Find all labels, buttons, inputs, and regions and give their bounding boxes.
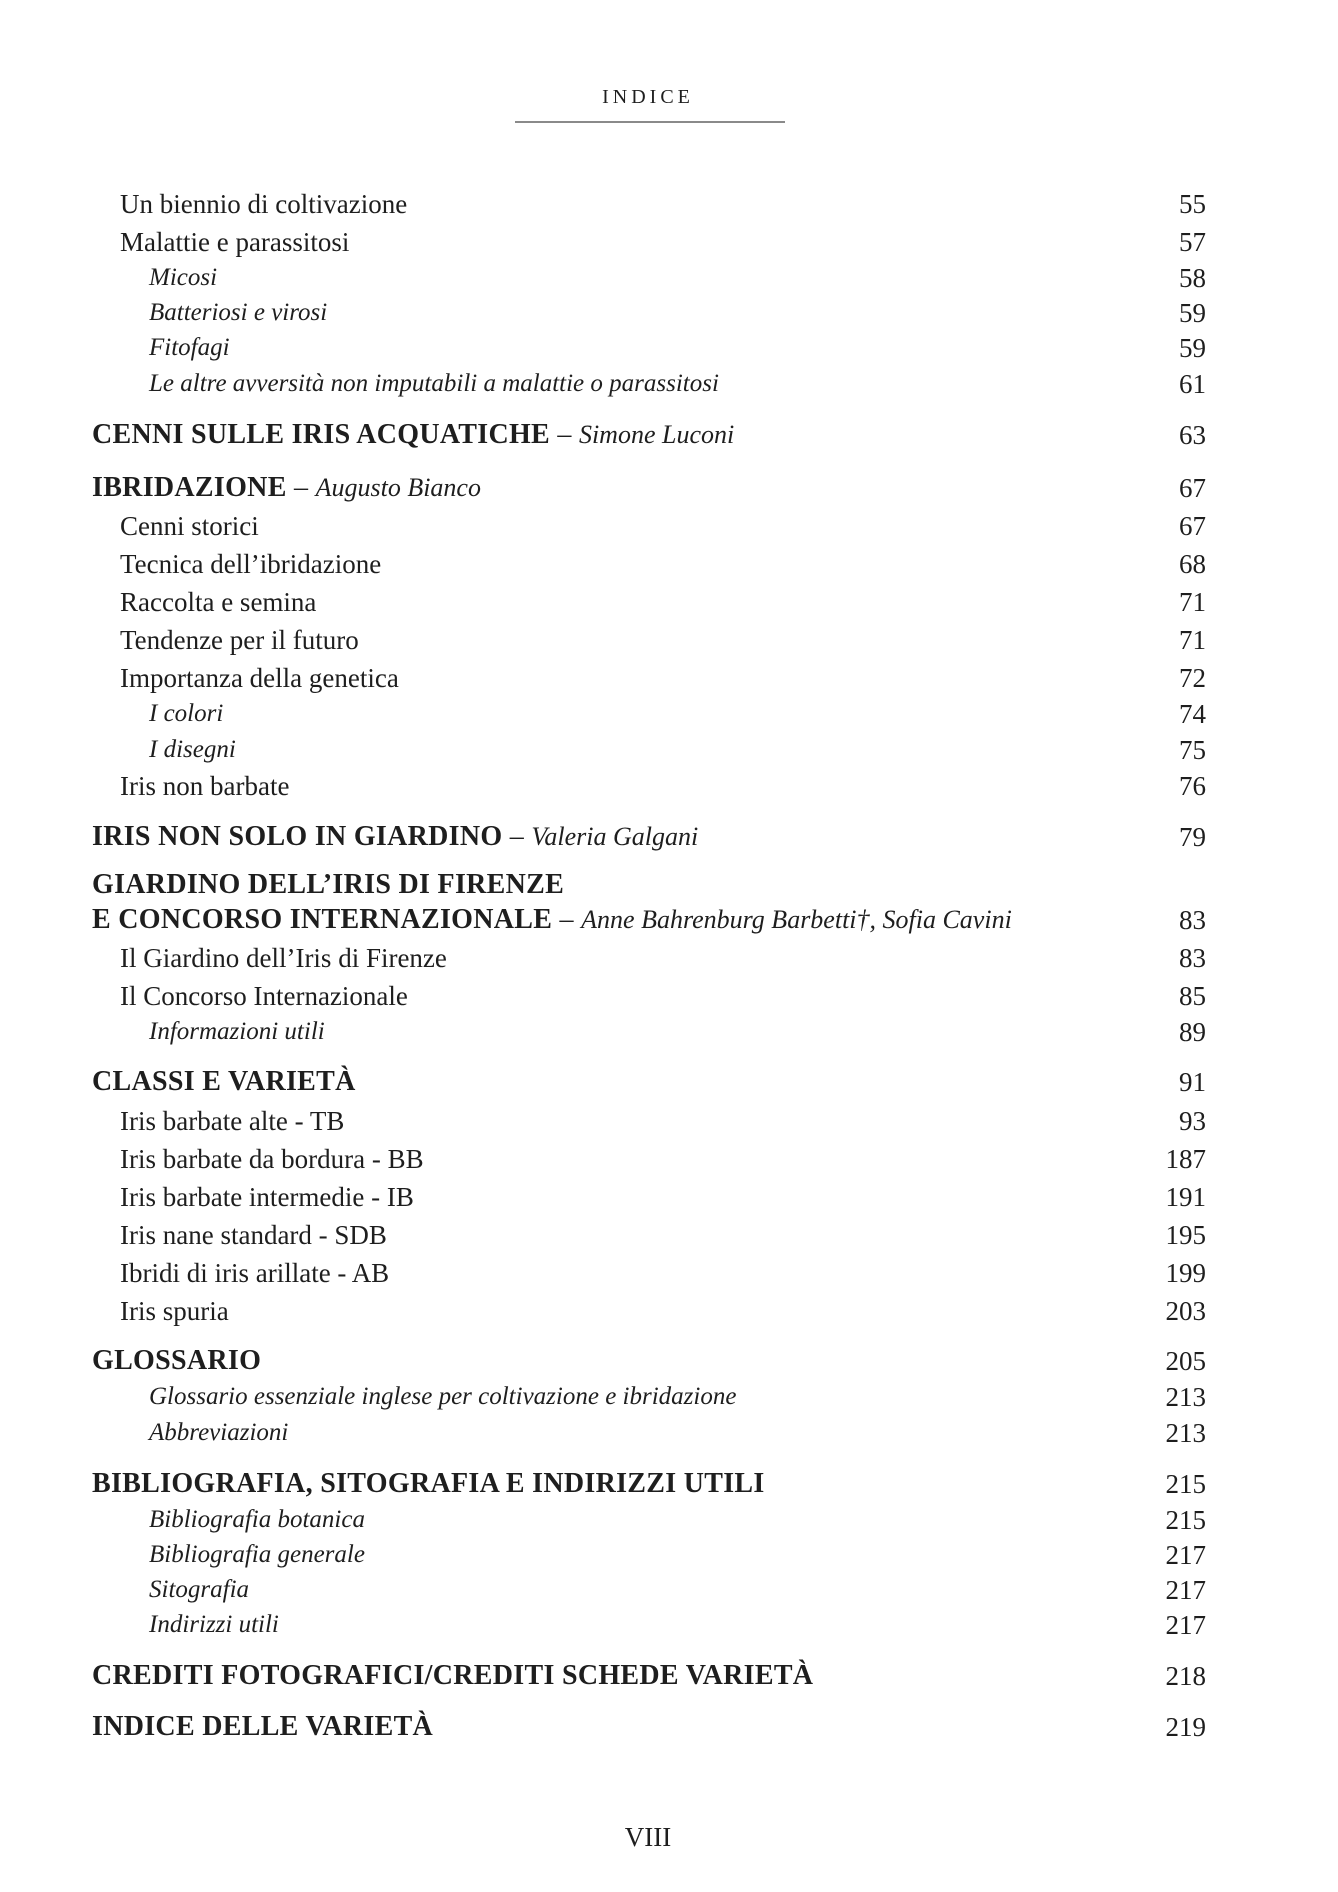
toc-section-title <box>92 418 734 452</box>
toc-entry-title: Iris barbate da bordura - BB <box>120 1144 424 1174</box>
toc-entry-title: Cenni storici <box>120 511 259 541</box>
toc-entry-page: 71 <box>1179 625 1206 655</box>
toc-entry-title: Glossario essenziale inglese per coltivazione e ibridazione <box>149 1383 737 1410</box>
toc-entry-title: Micosi <box>149 264 218 291</box>
em-dash: – <box>552 904 582 935</box>
em-dash: – <box>502 821 532 852</box>
toc-entry[interactable] <box>92 509 1206 543</box>
section-heading: CENNI SULLE IRIS ACQUATICHE <box>92 419 551 450</box>
toc-entry[interactable] <box>92 331 1206 365</box>
em-dash: – <box>286 472 316 503</box>
toc-entry-page: 76 <box>1179 771 1206 801</box>
toc-entry[interactable] <box>92 1256 1206 1290</box>
toc-entry[interactable] <box>92 769 1206 803</box>
toc-entry-title: Il Concorso Internazionale <box>120 981 408 1011</box>
toc-entry-page: 57 <box>1179 227 1206 257</box>
toc-entry[interactable] <box>92 1416 1206 1450</box>
toc-entry-page: 213 <box>1165 1382 1206 1412</box>
toc-section-page: 79 <box>1179 822 1206 852</box>
toc-entry-page: 75 <box>1179 735 1206 765</box>
toc-section-title: CREDITI FOTOGRAFICI/CREDITI SCHEDE VARIETÀ <box>92 1660 814 1691</box>
toc-entry-title: Iris non barbate <box>120 771 290 801</box>
toc-entry[interactable] <box>92 261 1206 295</box>
toc-entry-title: I disegni <box>149 736 236 763</box>
toc-entry-page: 59 <box>1179 298 1206 328</box>
toc-entry-title: Raccolta e semina <box>120 587 317 617</box>
toc-entry[interactable] <box>92 296 1206 330</box>
toc-entry-page: 58 <box>1179 263 1206 293</box>
toc-entry-title: Un biennio di coltivazione <box>120 189 408 219</box>
header-rule <box>515 121 785 123</box>
toc-entry-title: Bibliografia botanica <box>149 1506 365 1533</box>
toc-section-page: 83 <box>1179 905 1206 935</box>
toc-section-title: INDICE DELLE VARIETÀ <box>92 1711 434 1742</box>
toc-entry[interactable] <box>92 1218 1206 1252</box>
toc-section-title: GLOSSARIO <box>92 1345 262 1376</box>
toc-section[interactable] <box>92 1344 1206 1378</box>
toc-section-title <box>92 820 698 854</box>
toc-entry-page: 215 <box>1165 1505 1206 1535</box>
toc-entry-page: 55 <box>1179 189 1206 219</box>
running-head: INDICE <box>602 86 694 108</box>
toc-entry[interactable] <box>92 623 1206 657</box>
toc-entry-title: Informazioni utili <box>149 1018 325 1045</box>
toc-entry-page: 191 <box>1165 1182 1206 1212</box>
toc-section[interactable] <box>92 1467 1206 1501</box>
toc-entry-page: 67 <box>1179 511 1206 541</box>
toc-section-title: BIBLIOGRAFIA, SITOGRAFIA E INDIRIZZI UTILI <box>92 1468 765 1499</box>
toc-entry-page: 59 <box>1179 333 1206 363</box>
toc-entry-title: Iris barbate alte - TB <box>120 1106 345 1136</box>
section-heading: IRIS NON SOLO IN GIARDINO <box>92 821 503 852</box>
section-author: Augusto Bianco <box>315 473 481 502</box>
toc-entry-page: 203 <box>1165 1296 1206 1326</box>
toc-entry[interactable] <box>92 1380 1206 1414</box>
toc-entry-page: 68 <box>1179 549 1206 579</box>
toc-entry-page: 217 <box>1165 1540 1206 1570</box>
toc-section[interactable] <box>92 903 1206 937</box>
toc-entry-page: 85 <box>1179 981 1206 1011</box>
toc-entry[interactable] <box>92 661 1206 695</box>
toc-entry[interactable] <box>92 697 1206 731</box>
toc-entry-title: Iris nane standard - SDB <box>120 1220 387 1250</box>
toc-entry-title: Le altre avversità non imputabili a malattie o parassitosi <box>149 370 719 397</box>
toc-entry-title: Iris spuria <box>120 1296 229 1326</box>
toc-section-page: 67 <box>1179 473 1206 503</box>
toc-section-page: 215 <box>1165 1469 1206 1499</box>
toc-section-page: 205 <box>1165 1346 1206 1376</box>
toc-section[interactable] <box>92 1065 1206 1099</box>
toc-entry-page: 199 <box>1165 1258 1206 1288</box>
em-dash: – <box>550 419 579 450</box>
toc-section-title <box>92 471 481 505</box>
toc-entry[interactable] <box>92 187 1206 221</box>
toc-section[interactable] <box>92 1710 1206 1744</box>
toc-entry-page: 61 <box>1179 369 1206 399</box>
section-heading: E CONCORSO INTERNAZIONALE <box>92 904 553 935</box>
toc-entry[interactable] <box>92 1142 1206 1176</box>
toc-entry[interactable] <box>92 1573 1206 1607</box>
toc-entry[interactable] <box>92 1104 1206 1138</box>
toc-entry-title: Batteriosi e virosi <box>149 299 328 326</box>
toc-section[interactable] <box>92 418 1206 452</box>
section-author: Simone Luconi <box>578 420 735 449</box>
toc-entry-page: 71 <box>1179 587 1206 617</box>
toc-entry[interactable] <box>92 1538 1206 1572</box>
toc-entry[interactable] <box>92 941 1206 975</box>
toc-section[interactable] <box>92 820 1206 854</box>
toc-entry-title: Fitofagi <box>149 334 230 361</box>
toc-entry-page: 217 <box>1165 1610 1206 1640</box>
page-number: VIII <box>624 1822 672 1852</box>
toc-entry-page: 74 <box>1179 699 1206 729</box>
toc-entry[interactable] <box>92 367 1206 401</box>
toc-section[interactable] <box>92 868 1206 902</box>
toc-section-page: 218 <box>1165 1661 1206 1691</box>
toc-entry-title: Bibliografia generale <box>149 1541 365 1568</box>
toc-section[interactable] <box>92 471 1206 505</box>
toc-entry-title: Ibridi di iris arillate - AB <box>120 1258 390 1288</box>
toc-section-title: CLASSI E VARIETÀ <box>92 1066 356 1097</box>
toc-entry-page: 217 <box>1165 1575 1206 1605</box>
toc-entry-title: Importanza della genetica <box>120 663 399 693</box>
toc-section-page: 63 <box>1179 420 1206 450</box>
toc-entry-page: 195 <box>1165 1220 1206 1250</box>
toc-entry[interactable] <box>92 547 1206 581</box>
toc-entry-title: Il Giardino dell’Iris di Firenze <box>120 943 447 973</box>
toc-section[interactable] <box>92 1659 1206 1693</box>
toc-entry-title: Sitografia <box>149 1576 250 1603</box>
toc-entry-page: 72 <box>1179 663 1206 693</box>
toc-section-title <box>92 903 1012 937</box>
toc-entry[interactable] <box>92 1180 1206 1214</box>
section-heading: IBRIDAZIONE <box>92 472 287 503</box>
toc-entry[interactable] <box>92 1294 1206 1328</box>
toc-entry[interactable] <box>92 585 1206 619</box>
toc-entry-title: Tendenze per il futuro <box>120 625 359 655</box>
toc-section-title: GIARDINO DELL’IRIS DI FIRENZE <box>92 869 565 900</box>
section-author: Anne Bahrenburg Barbetti†, Sofia Cavini <box>581 905 1012 934</box>
toc-entry-title: Tecnica dell’ibridazione <box>120 549 382 579</box>
toc-entry-title: Iris barbate intermedie - IB <box>120 1182 414 1212</box>
toc-entry-title: Malattie e parassitosi <box>120 227 350 257</box>
toc-entry-page: 83 <box>1179 943 1206 973</box>
toc-entry[interactable] <box>92 1503 1206 1537</box>
toc-entry-title: Abbreviazioni <box>149 1419 289 1446</box>
toc-entry-page: 89 <box>1179 1017 1206 1047</box>
toc-entry-title: Indirizzi utili <box>149 1611 279 1638</box>
section-author: Valeria Galgani <box>531 822 699 851</box>
toc-entry[interactable] <box>92 979 1206 1013</box>
toc-section-page: 91 <box>1179 1067 1206 1097</box>
toc-entry-page: 213 <box>1165 1418 1206 1448</box>
toc-entry-page: 187 <box>1165 1144 1206 1174</box>
toc-section-page: 219 <box>1165 1712 1206 1742</box>
toc-entry-page: 93 <box>1179 1106 1206 1136</box>
toc-entry-title: I colori <box>149 700 224 727</box>
toc-entry[interactable] <box>92 225 1206 259</box>
toc-entry[interactable] <box>92 733 1206 767</box>
toc-entry[interactable] <box>92 1608 1206 1642</box>
toc-entry[interactable] <box>92 1015 1206 1049</box>
